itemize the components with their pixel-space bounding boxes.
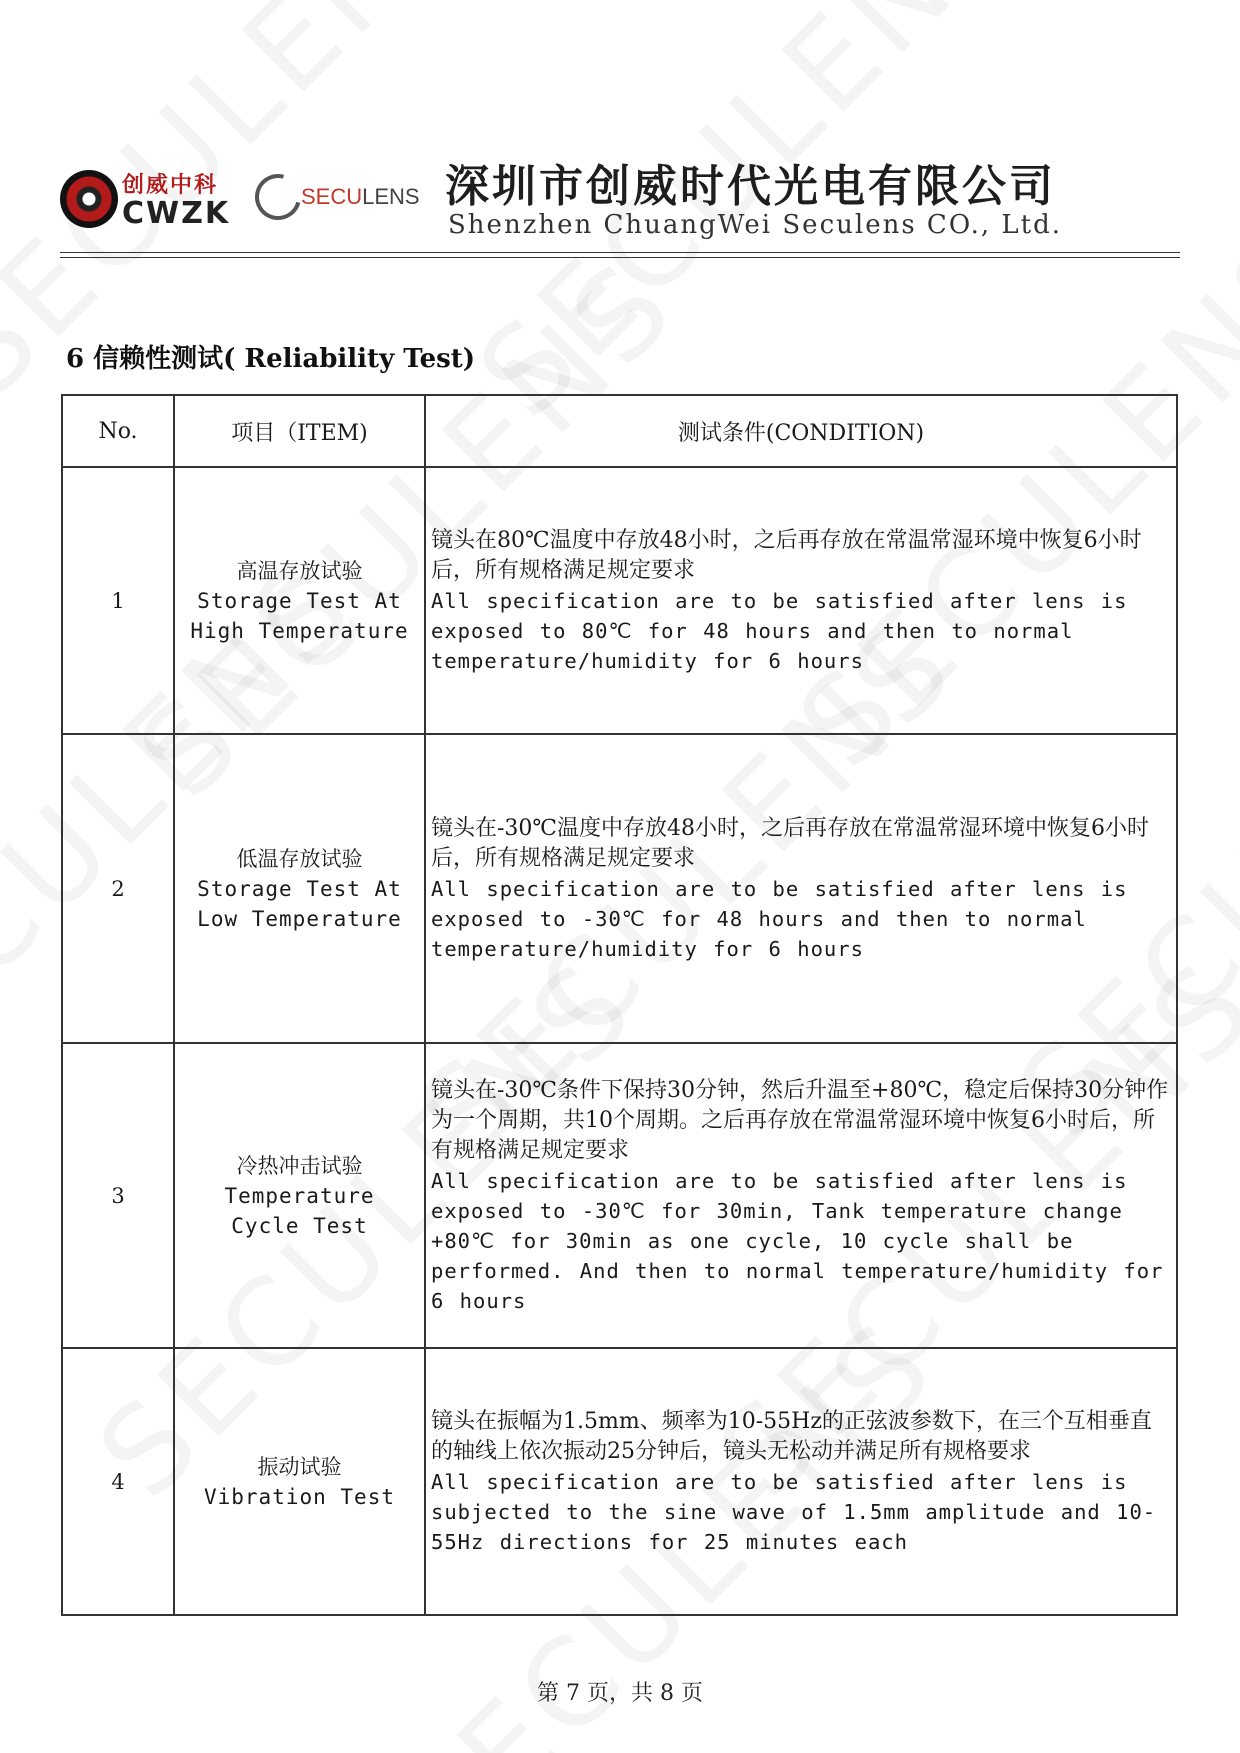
table-row — [62, 1348, 1177, 1615]
condition-cn: 镜头在振幅为1.5mm、频率为10-55Hz的正弦波参数下，在三个互相垂直的轴线上依次振动25分钟后，镜头无松动并满足所有规格要求 — [431, 1408, 1152, 1464]
condition-en: All specification are to be satisfied after lens is exposed to -30℃ for 30min, Tank temperature change +80℃ for 30min as one cycle, 10 cycle shall be performed. And then to normal temperature/humidity for 6 hours — [431, 1168, 1164, 1313]
table-row — [62, 1043, 1177, 1348]
item-name-cn: 高温存放试验 — [236, 558, 363, 583]
cwzk-emblem-icon — [60, 170, 118, 228]
row-condition — [425, 734, 1177, 1043]
letterhead — [60, 150, 1180, 250]
seculens-logo — [255, 170, 435, 220]
row-item — [174, 1348, 425, 1615]
row-number: 2 — [62, 734, 174, 1043]
row-number: 4 — [62, 1348, 174, 1615]
item-name-cn: 冷热冲击试验 — [236, 1153, 363, 1178]
condition-en: All specification are to be satisfied after lens is exposed to 80℃ for 48 hours and then to normal temperature/humidity for 6 hours — [431, 588, 1128, 673]
row-item — [174, 1043, 425, 1348]
item-name-en: Vibration Test — [203, 1484, 395, 1509]
seculens-swirl-icon — [247, 166, 310, 229]
company-name-en: Shenzhen ChuangWei Seculens CO., Ltd. — [448, 210, 1063, 240]
page-number: 第 7 页，共 8 页 — [537, 1681, 703, 1706]
cwzk-logo-en: CWZK — [122, 196, 231, 231]
item-name-cn: 低温存放试验 — [236, 846, 363, 871]
item-name-en: Storage Test At Low Temperature — [197, 876, 402, 931]
condition-cn: 镜头在80℃温度中存放48小时，之后再存放在常温常湿环境中恢复6小时后，所有规格满足规定要求 — [431, 527, 1142, 583]
cwzk-logo-cn: 创威中科 — [122, 172, 219, 198]
header-item: 项目（ITEM) — [174, 395, 425, 467]
cwzk-logo — [60, 168, 240, 232]
table-row — [62, 734, 1177, 1043]
row-condition — [425, 467, 1177, 734]
row-condition — [425, 1348, 1177, 1615]
item-name-cn: 振动试验 — [257, 1454, 342, 1479]
seculens-wordmark — [301, 184, 420, 210]
row-condition — [425, 1043, 1177, 1348]
seculens-wordmark-red: SECU — [301, 184, 363, 209]
seculens-wordmark-grey: LENS — [362, 184, 420, 209]
item-name-en: Temperature Cycle Test — [224, 1183, 375, 1238]
condition-cn: 镜头在-30℃条件下保持30分钟，然后升温至+80℃，稳定后保持30分钟作为一个周期，共10个周期。之后再存放在常温常湿环境中恢复6小时后，所有规格满足规定要求 — [431, 1077, 1169, 1163]
condition-cn: 镜头在-30℃温度中存放48小时，之后再存放在常温常湿环境中恢复6小时后，所有规格满足规定要求 — [431, 815, 1150, 871]
reliability-table — [61, 394, 1178, 1616]
company-name-cn: 深圳市创威时代光电有限公司 — [445, 161, 1056, 212]
table-row — [62, 467, 1177, 734]
condition-en: All specification are to be satisfied after lens is exposed to -30℃ for 48 hours and then to normal temperature/humidity for 6 hours — [431, 876, 1128, 961]
header-rule-bottom — [60, 257, 1180, 258]
table-header-row — [62, 395, 1177, 467]
section-title: 6 信赖性测试( Reliability Test) — [66, 344, 476, 374]
row-item — [174, 467, 425, 734]
header-condition: 测试条件(CONDITION) — [425, 395, 1177, 467]
header-no: No. — [62, 395, 174, 467]
condition-en: All specification are to be satisfied after lens is subjected to the sine wave of 1.5mm amplitude and 10-55Hz directions for 25 minutes each — [431, 1469, 1157, 1554]
header-rule-top — [60, 252, 1180, 253]
row-number: 1 — [62, 467, 174, 734]
row-item — [174, 734, 425, 1043]
row-number: 3 — [62, 1043, 174, 1348]
item-name-en: Storage Test At High Temperature — [190, 588, 409, 643]
